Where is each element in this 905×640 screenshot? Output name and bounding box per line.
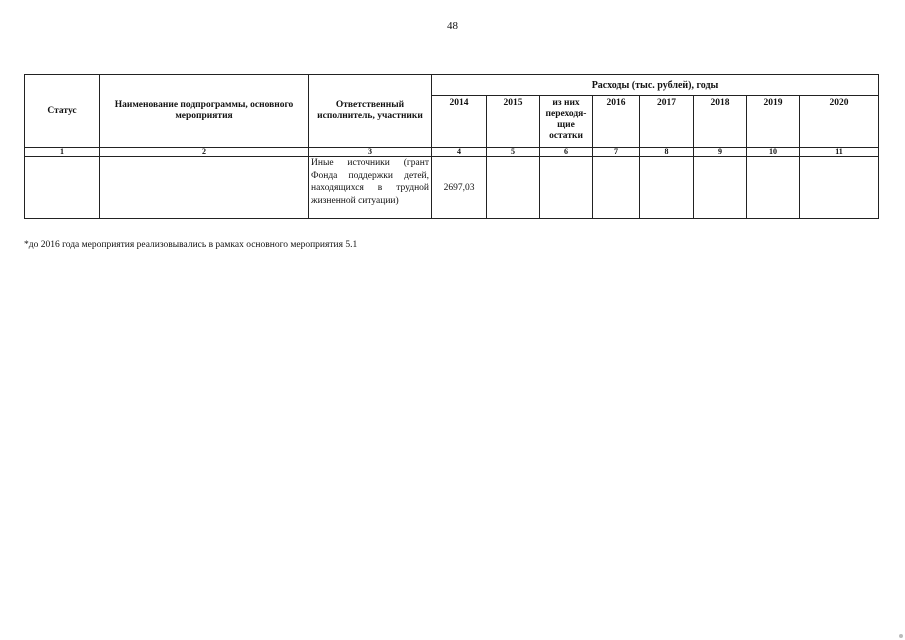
value-2018 — [694, 157, 747, 219]
column-number: 7 — [593, 148, 640, 157]
value-2015 — [487, 157, 540, 219]
column-number: 11 — [800, 148, 879, 157]
column-number-row — [25, 148, 879, 157]
header-year-2015: 2015 — [487, 96, 540, 148]
name-cell — [100, 157, 309, 219]
header-responsible: Ответственный исполнитель, участники — [309, 75, 432, 148]
header-year-2018: 2018 — [694, 96, 747, 148]
header-year-2016: 2016 — [593, 96, 640, 148]
value-2019 — [747, 157, 800, 219]
column-number: 2 — [100, 148, 309, 157]
column-number: 9 — [694, 148, 747, 157]
value-2014: 2697,03 — [432, 157, 487, 219]
header-year-2017: 2017 — [640, 96, 694, 148]
column-number: 5 — [487, 148, 540, 157]
header-expenses: Расходы (тыс. рублей), годы — [432, 75, 879, 96]
responsible-cell: Иные источники (грант Фонда поддержки детей, находящихся в трудной жизненной ситуации) — [309, 157, 432, 219]
header-status: Статус — [25, 75, 100, 148]
column-number: 6 — [540, 148, 593, 157]
header-year-2019: 2019 — [747, 96, 800, 148]
column-number: 3 — [309, 148, 432, 157]
column-number: 4 — [432, 148, 487, 157]
table-row — [25, 157, 879, 219]
column-number: 8 — [640, 148, 694, 157]
value-carryover — [540, 157, 593, 219]
footnote: *до 2016 года мероприятия реализовывались в рамках основного мероприятия 5.1 — [24, 240, 358, 250]
column-number: 10 — [747, 148, 800, 157]
value-2020 — [800, 157, 879, 219]
header-name: Наименование подпрограммы, основного мероприятия — [100, 75, 309, 148]
scan-mark — [899, 634, 903, 638]
value-2016 — [593, 157, 640, 219]
budget-table — [24, 74, 879, 219]
column-number: 1 — [25, 148, 100, 157]
header-year-2014: 2014 — [432, 96, 487, 148]
header-year-2020: 2020 — [800, 96, 879, 148]
header-row-1 — [25, 75, 879, 96]
status-cell — [25, 157, 100, 219]
page-number: 48 — [447, 20, 458, 32]
header-carryover: из них переходя-щие остатки — [540, 96, 593, 148]
value-2017 — [640, 157, 694, 219]
